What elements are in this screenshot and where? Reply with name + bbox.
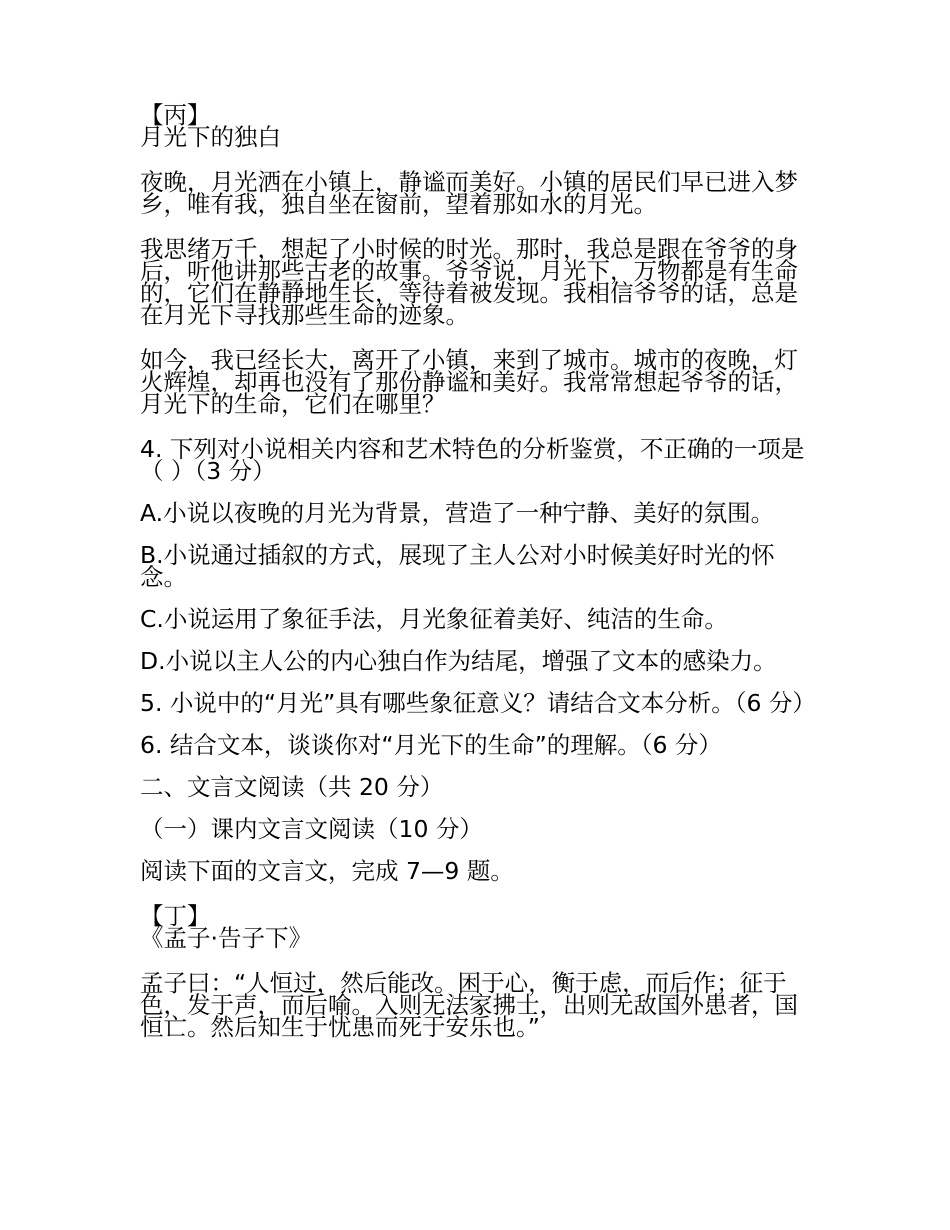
section-ding-label: 【丁】	[140, 902, 211, 930]
section-ding-title: 《孟子·告子下》	[140, 924, 312, 952]
question-6: 6. 结合文本，谈谈你对“月光下的生命”的理解。（6 分）	[140, 731, 722, 759]
question-4-option-d: D.小说以主人公的内心独白作为结尾，增强了文本的感染力。	[140, 647, 777, 675]
bing-paragraph-3: 如今，我已经长大，离开了小镇，来到了城市。城市的夜晚，灯火辉煌，却再也没有了那份静谧和美好。我常常想起爷爷的话，月光下的生命，它们在哪里？	[140, 346, 798, 418]
bing-paragraph-2: 我思绪万千，想起了小时候的时光。那时，我总是跟在爷爷的身后，听他讲那些古老的故事。爷爷说，月光下，万物都是有生命的，它们在静静地生长，等待着被发现。我相信爷爷的话，总是在月光下寻找那些生命的迹象。	[140, 235, 798, 329]
question-4-stem: 4. 下列对小说相关内容和艺术特色的分析鉴赏，不正确的一项是（ ）（3 分）	[140, 435, 805, 485]
question-4-option-b: B.小说通过插叙的方式，展现了主人公对小时候美好时光的怀念。	[140, 541, 775, 591]
question-4-option-a: A.小说以夜晚的月光为背景，营造了一种宁静、美好的氛围。	[140, 499, 775, 527]
question-4-option-c: C.小说运用了象征手法，月光象征着美好、纯洁的生命。	[140, 605, 728, 633]
ding-paragraph: 孟子曰：“人恒过，然后能改。困于心，衡于虑，而后作；征于色，发于声，而后喻。入则无法家拂士，出则无敌国外患者，国恒亡。然后知生于忧患而死于安乐也。”	[140, 969, 798, 1041]
document-page	[140, 101, 816, 1041]
section-bing-label: 【丙】	[140, 101, 211, 129]
section-two-subheading: （一）课内文言文阅读（10 分）	[140, 815, 483, 843]
section-two-instruction: 阅读下面的文言文，完成 7—9 题。	[140, 857, 514, 885]
question-5: 5. 小说中的“月光”具有哪些象征意义？请结合文本分析。（6 分）	[140, 689, 816, 717]
bing-paragraph-1: 夜晚，月光洒在小镇上，静谧而美好。小镇的居民们早已进入梦乡，唯有我，独自坐在窗前，望着那如水的月光。	[140, 168, 798, 218]
section-two-heading: 二、文言文阅读（共 20 分）	[140, 773, 444, 801]
section-bing-title: 月光下的独白	[140, 123, 281, 151]
